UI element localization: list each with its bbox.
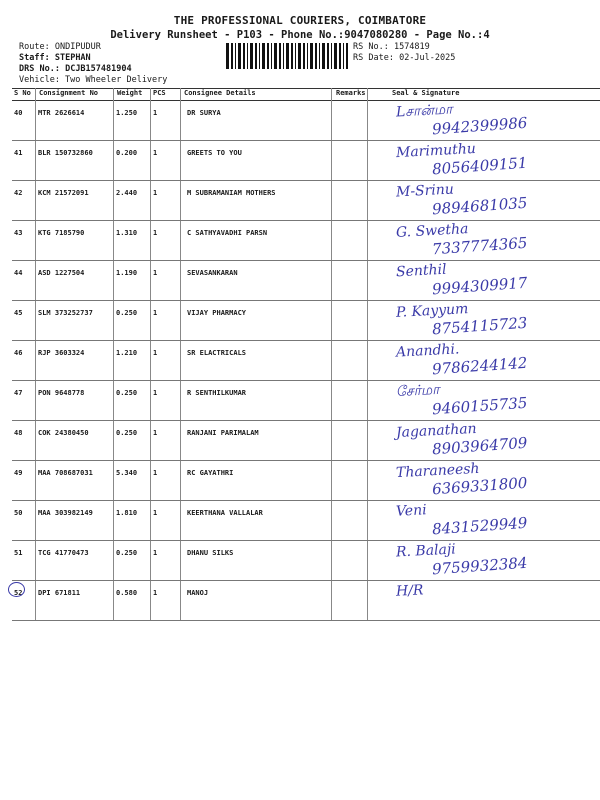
barcode-bar xyxy=(303,43,305,69)
weight: 0.250 xyxy=(116,549,138,557)
consignment-number: KTG 7185790 xyxy=(38,229,85,237)
table-row xyxy=(12,421,600,461)
drs-label: DRS No.: xyxy=(19,64,60,74)
consignment-number: KCM 21572091 xyxy=(38,189,89,197)
piece-count: 1 xyxy=(153,189,158,197)
handwritten-circle-mark xyxy=(8,582,25,597)
weight: 1.250 xyxy=(116,109,138,117)
consignee-name: SR ELACTRICALS xyxy=(187,349,247,357)
runsheet-title: THE PROFESSIONAL COURIERS, COIMBATORE xyxy=(173,14,427,27)
table-row xyxy=(12,341,600,381)
col-header-sno: S No xyxy=(14,89,31,97)
serial-number: 44 xyxy=(14,269,23,277)
handwritten-phone: 9942399986 xyxy=(431,113,528,139)
piece-count: 1 xyxy=(153,109,158,117)
consignee-name: VIJAY PHARMACY xyxy=(187,309,247,317)
handwritten-phone: 9786244142 xyxy=(431,353,528,379)
barcode-bar xyxy=(235,43,236,69)
piece-count: 1 xyxy=(153,349,158,357)
serial-number: 50 xyxy=(14,509,23,517)
serial-number: 49 xyxy=(14,469,23,477)
serial-number: 48 xyxy=(14,429,23,437)
table-row xyxy=(12,461,600,501)
handwritten-signature: Tharaneesh xyxy=(395,460,480,482)
handwritten-signature: சேர்மா xyxy=(395,381,440,401)
col-header-pcs: PCS xyxy=(153,89,166,97)
table-row xyxy=(12,181,600,221)
consignee-name: DHANU SILKS xyxy=(187,549,234,557)
weight: 1.810 xyxy=(116,509,138,517)
barcode-bar xyxy=(286,43,289,69)
handwritten-signature: Anandhi. xyxy=(395,341,460,361)
weight: 0.250 xyxy=(116,309,138,317)
piece-count: 1 xyxy=(153,469,158,477)
table-row xyxy=(12,101,600,141)
table-row xyxy=(12,501,600,541)
barcode-bar xyxy=(295,43,296,69)
handwritten-signature: H/R xyxy=(395,582,424,600)
barcode-bar xyxy=(315,43,317,69)
consignee-name: GREETS TO YOU xyxy=(187,149,242,157)
staff-value: STEPHAN xyxy=(54,53,91,63)
consignee-name: KEERTHANA VALLALAR xyxy=(187,509,263,517)
handwritten-signature: Veni xyxy=(395,502,428,520)
barcode-bar xyxy=(319,43,320,69)
consignment-number: MTR 2626614 xyxy=(38,109,85,117)
staff-line xyxy=(19,53,91,64)
weight: 0.250 xyxy=(116,389,138,397)
handwritten-phone: 7337774365 xyxy=(431,233,528,259)
barcode-bar xyxy=(259,43,260,69)
table-row xyxy=(12,301,600,341)
route-line xyxy=(19,42,101,53)
piece-count: 1 xyxy=(153,509,158,517)
col-header-remarks: Remarks xyxy=(336,89,366,97)
barcode-bar xyxy=(255,43,257,69)
weight: 1.210 xyxy=(116,349,138,357)
row-divider xyxy=(12,620,600,621)
rs-no-line xyxy=(353,42,430,53)
consignment-number: PON 9648778 xyxy=(38,389,85,397)
handwritten-phone: 8754115723 xyxy=(431,313,528,339)
piece-count: 1 xyxy=(153,389,158,397)
table-row xyxy=(12,541,600,581)
route-label: Route: xyxy=(19,42,50,52)
barcode-bar xyxy=(331,43,332,69)
staff-label: Staff: xyxy=(19,53,50,63)
weight: 0.200 xyxy=(116,149,138,157)
consignment-number: COK 24380450 xyxy=(38,429,89,437)
table-row xyxy=(12,381,600,421)
col-header-consignee: Consignee Details xyxy=(184,89,256,97)
table-row xyxy=(12,141,600,181)
barcode-bar xyxy=(279,43,281,69)
consignee-name: SEVASANKARAN xyxy=(187,269,238,277)
weight: 0.580 xyxy=(116,589,138,597)
weight: 2.440 xyxy=(116,189,138,197)
route-value: ONDIPUDUR xyxy=(54,42,101,52)
barcode-bar xyxy=(298,43,301,69)
barcode-bar xyxy=(238,43,241,69)
consignment-number: RJP 3603324 xyxy=(38,349,85,357)
handwritten-signature: M-Srinu xyxy=(395,181,455,201)
piece-count: 1 xyxy=(153,229,158,237)
rs-no-value: 1574819 xyxy=(393,42,430,52)
piece-count: 1 xyxy=(153,429,158,437)
rs-date-value: 02-Jul-2025 xyxy=(399,53,456,63)
consignee-name: MANOJ xyxy=(187,589,209,597)
consignment-number: MAA 708687031 xyxy=(38,469,93,477)
handwritten-signature: Jaganathan xyxy=(395,420,478,442)
piece-count: 1 xyxy=(153,269,158,277)
weight: 1.190 xyxy=(116,269,138,277)
drs-value: DCJB157481904 xyxy=(65,64,132,74)
serial-number: 46 xyxy=(14,349,23,357)
consignment-number: ASD 1227504 xyxy=(38,269,85,277)
consignment-number: MAA 303982149 xyxy=(38,509,93,517)
weight: 5.340 xyxy=(116,469,138,477)
table-row xyxy=(12,221,600,261)
barcode-bar xyxy=(346,43,348,69)
consignee-name: R SENTHILKUMAR xyxy=(187,389,247,397)
barcode-bar xyxy=(231,43,233,69)
serial-number: 41 xyxy=(14,149,23,157)
consignment-number: TCG 41770473 xyxy=(38,549,89,557)
col-header-signature: Seal & Signature xyxy=(392,89,460,97)
barcode-bar xyxy=(271,43,272,69)
handwritten-signature: Senthil xyxy=(395,261,447,281)
consignee-name: RANJANI PARIMALAM xyxy=(187,429,259,437)
handwritten-phone: 9460155735 xyxy=(431,393,528,419)
serial-number: 40 xyxy=(14,109,23,117)
table-top-rule xyxy=(12,88,600,89)
serial-number: 42 xyxy=(14,189,23,197)
barcode-image xyxy=(226,43,348,69)
consignment-number: BLR 150732860 xyxy=(38,149,93,157)
piece-count: 1 xyxy=(153,149,158,157)
barcode-bar xyxy=(310,43,313,69)
barcode-bar xyxy=(247,43,248,69)
barcode-bar xyxy=(283,43,284,69)
consignee-name: M SUBRAMANIAM MOTHERS xyxy=(187,189,276,197)
table-row xyxy=(12,581,600,621)
handwritten-phone: 8431529949 xyxy=(431,513,528,539)
barcode-bar xyxy=(262,43,265,69)
serial-number: 51 xyxy=(14,549,23,557)
barcode-bar xyxy=(250,43,253,69)
handwritten-signature: Lசான்மா xyxy=(395,101,453,121)
rs-date-line xyxy=(353,53,455,64)
barcode-bar xyxy=(322,43,325,69)
serial-number: 45 xyxy=(14,309,23,317)
drs-line xyxy=(19,64,132,75)
handwritten-signature: G. Swetha xyxy=(395,221,469,241)
table-row xyxy=(12,261,600,301)
barcode-bar xyxy=(243,43,245,69)
consignee-name: DR SURYA xyxy=(187,109,221,117)
handwritten-signature: R. Balaji xyxy=(395,541,457,561)
handwritten-phone: 6369331800 xyxy=(431,473,528,499)
col-header-weight: Weight xyxy=(117,89,143,97)
serial-number: 52 xyxy=(14,589,23,597)
runsheet-subtitle: Delivery Runsheet - P103 - Phone No.:9047080280 - Page No.:4 xyxy=(110,29,490,41)
barcode-bar xyxy=(291,43,293,69)
consignee-name: RC GAYATHRI xyxy=(187,469,234,477)
barcode-bar xyxy=(267,43,269,69)
handwritten-phone: 9994309917 xyxy=(431,273,528,299)
vehicle-info: Vehicle: Two Wheeler Delivery xyxy=(19,75,168,85)
barcode-bar xyxy=(339,43,341,69)
barcode-bar xyxy=(307,43,308,69)
handwritten-signature: Marimuthu xyxy=(395,140,477,162)
handwritten-phone: 8903964709 xyxy=(431,433,528,459)
rs-date-label: RS Date: xyxy=(353,53,394,63)
barcode-bar xyxy=(334,43,337,69)
piece-count: 1 xyxy=(153,589,158,597)
handwritten-phone: 9759932384 xyxy=(431,553,528,579)
barcode-bar xyxy=(327,43,329,69)
piece-count: 1 xyxy=(153,309,158,317)
barcode-bar xyxy=(226,43,229,69)
rs-no-label: RS No.: xyxy=(353,42,389,52)
col-header-consignment: Consignment No xyxy=(39,89,99,97)
handwritten-phone: 8056409151 xyxy=(431,153,528,179)
barcode-bar xyxy=(274,43,277,69)
consignee-name: C SATHYAVADHI PARSN xyxy=(187,229,268,237)
weight: 1.310 xyxy=(116,229,138,237)
consignment-number: SLM 373252737 xyxy=(38,309,93,317)
serial-number: 43 xyxy=(14,229,23,237)
weight: 0.250 xyxy=(116,429,138,437)
handwritten-phone: 9894681035 xyxy=(431,193,528,219)
piece-count: 1 xyxy=(153,549,158,557)
consignment-number: DPI 671811 xyxy=(38,589,81,597)
handwritten-signature: P. Kayyum xyxy=(395,301,469,321)
serial-number: 47 xyxy=(14,389,23,397)
barcode-bar xyxy=(343,43,344,69)
